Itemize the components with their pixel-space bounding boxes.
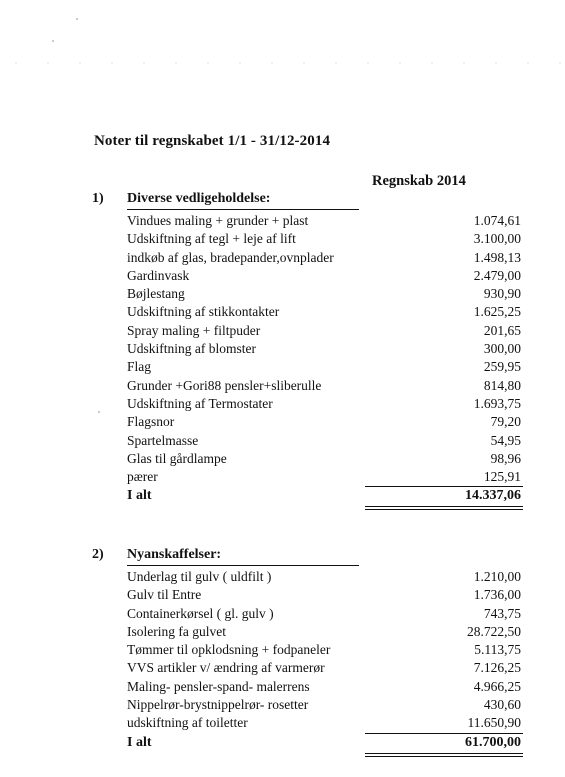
line-item-label: Bøjlestang	[127, 286, 185, 302]
line-item-label: indkøb af glas, bradepander,ovnplader	[127, 249, 334, 265]
line-item	[127, 249, 523, 267]
line-item-label: Spray maling + filtpuder	[127, 322, 261, 338]
total-double-rule	[365, 506, 523, 510]
line-item-amount: 814,80	[483, 377, 521, 393]
section-number: 1)	[92, 191, 104, 206]
line-item-amount: 7.126,25	[473, 660, 521, 676]
section-title-underline	[127, 565, 359, 566]
line-item-label: Gulv til Entre	[127, 587, 202, 603]
line-item-amount: 5.113,75	[474, 642, 521, 658]
line-item-amount: 11.650,90	[467, 715, 521, 731]
total-label: I alt	[127, 488, 152, 504]
line-item-amount: 930,90	[483, 286, 521, 302]
line-item-amount: 1.074,61	[473, 213, 521, 228]
line-item	[127, 678, 523, 696]
section-number: 2)	[92, 547, 104, 562]
total-label: I alt	[127, 734, 152, 750]
line-item	[127, 322, 523, 340]
total-double-rule	[365, 753, 523, 757]
line-item-amount: 201,65	[483, 322, 521, 338]
total-amount: 14.337,06	[465, 488, 521, 504]
line-item	[127, 586, 523, 604]
line-item-label: Gardinvask	[127, 267, 190, 283]
line-item	[127, 230, 523, 248]
line-item	[127, 468, 523, 486]
line-item-amount: 3.100,00	[473, 231, 521, 247]
line-item	[127, 641, 523, 659]
line-item-label: udskiftning af toiletter	[127, 715, 248, 731]
line-item-label: Udskiftning af Termostater	[127, 395, 273, 411]
scan-speck	[52, 40, 54, 42]
line-item-label: Udskiftning af stikkontakter	[127, 304, 280, 320]
line-item-label: Udskiftning af blomster	[127, 341, 256, 357]
scan-speck	[76, 18, 78, 20]
scan-artifact-dots	[0, 62, 565, 64]
line-item-amount: 79,20	[490, 414, 521, 430]
line-item-label: pærer	[127, 469, 158, 485]
line-item-amount: 743,75	[483, 605, 521, 621]
line-item-amount: 125,91	[483, 469, 521, 485]
line-item-amount: 1.498,13	[473, 249, 521, 265]
line-item-label: Udskiftning af tegl + leje af lift	[127, 231, 296, 247]
line-item-amount: 28.722,50	[467, 623, 521, 639]
line-item-label: Maling- pensler-spand- malerrens	[127, 678, 310, 694]
line-item-amount: 259,95	[483, 359, 521, 375]
line-item-amount: 430,60	[483, 697, 521, 713]
line-item	[127, 568, 523, 586]
line-item-amount: 300,00	[483, 341, 521, 357]
total-row	[127, 486, 523, 506]
line-item	[127, 714, 523, 732]
line-item-amount: 1.625,25	[473, 304, 521, 320]
line-item-amount: 4.966,25	[473, 678, 521, 694]
line-item	[127, 395, 523, 413]
line-item-label: VVS artikler v/ ændring af varmerør	[127, 660, 325, 676]
line-item-amount: 2.479,00	[473, 267, 521, 283]
line-item	[127, 212, 523, 230]
line-item-amount: 1.736,00	[473, 587, 521, 603]
line-item-label: Flagsnor	[127, 414, 175, 430]
line-item	[127, 267, 523, 285]
line-item-label: Flag	[127, 359, 152, 375]
line-item-label: Spartelmasse	[127, 432, 199, 448]
section-title: Diverse vedligeholdelse:	[127, 191, 271, 206]
line-item-label: Nippelrør-brystnippelrør- rosetter	[127, 697, 309, 713]
line-item-amount: 54,95	[490, 432, 521, 448]
total-amount: 61.700,00	[465, 734, 521, 750]
line-item	[127, 303, 523, 321]
section-title-underline	[127, 209, 359, 210]
line-item	[127, 285, 523, 303]
line-item-label: Tømmer til opklodsning + fodpaneler	[127, 642, 331, 658]
total-row	[127, 733, 523, 753]
line-item-list	[127, 212, 523, 506]
scan-speck	[98, 411, 100, 413]
line-item-label: Isolering fa gulvet	[127, 623, 226, 639]
line-item	[127, 450, 523, 468]
line-item-label: Grunder +Gori88 pensler+sliberulle	[127, 377, 322, 393]
page-title: Noter til regnskabet 1/1 - 31/12-2014	[94, 133, 331, 149]
section-title: Nyanskaffelser:	[127, 547, 222, 562]
line-item-label: Containerkørsel ( gl. gulv )	[127, 605, 274, 621]
line-item-amount: 98,96	[490, 450, 521, 466]
line-item	[127, 358, 523, 376]
line-item	[127, 696, 523, 714]
line-item-label: Underlag til gulv ( uldfilt )	[127, 569, 272, 584]
column-header: Regnskab 2014	[372, 173, 466, 189]
line-item	[127, 413, 523, 431]
line-item	[127, 340, 523, 358]
line-item	[127, 605, 523, 623]
line-item	[127, 432, 523, 450]
line-item-label: Vindues maling + grunder + plast	[127, 213, 309, 228]
line-item	[127, 659, 523, 677]
line-item-list	[127, 568, 523, 753]
line-item-amount: 1.210,00	[473, 569, 521, 584]
line-item-amount: 1.693,75	[473, 395, 521, 411]
line-item	[127, 623, 523, 641]
line-item-label: Glas til gårdlampe	[127, 450, 227, 466]
line-item	[127, 377, 523, 395]
